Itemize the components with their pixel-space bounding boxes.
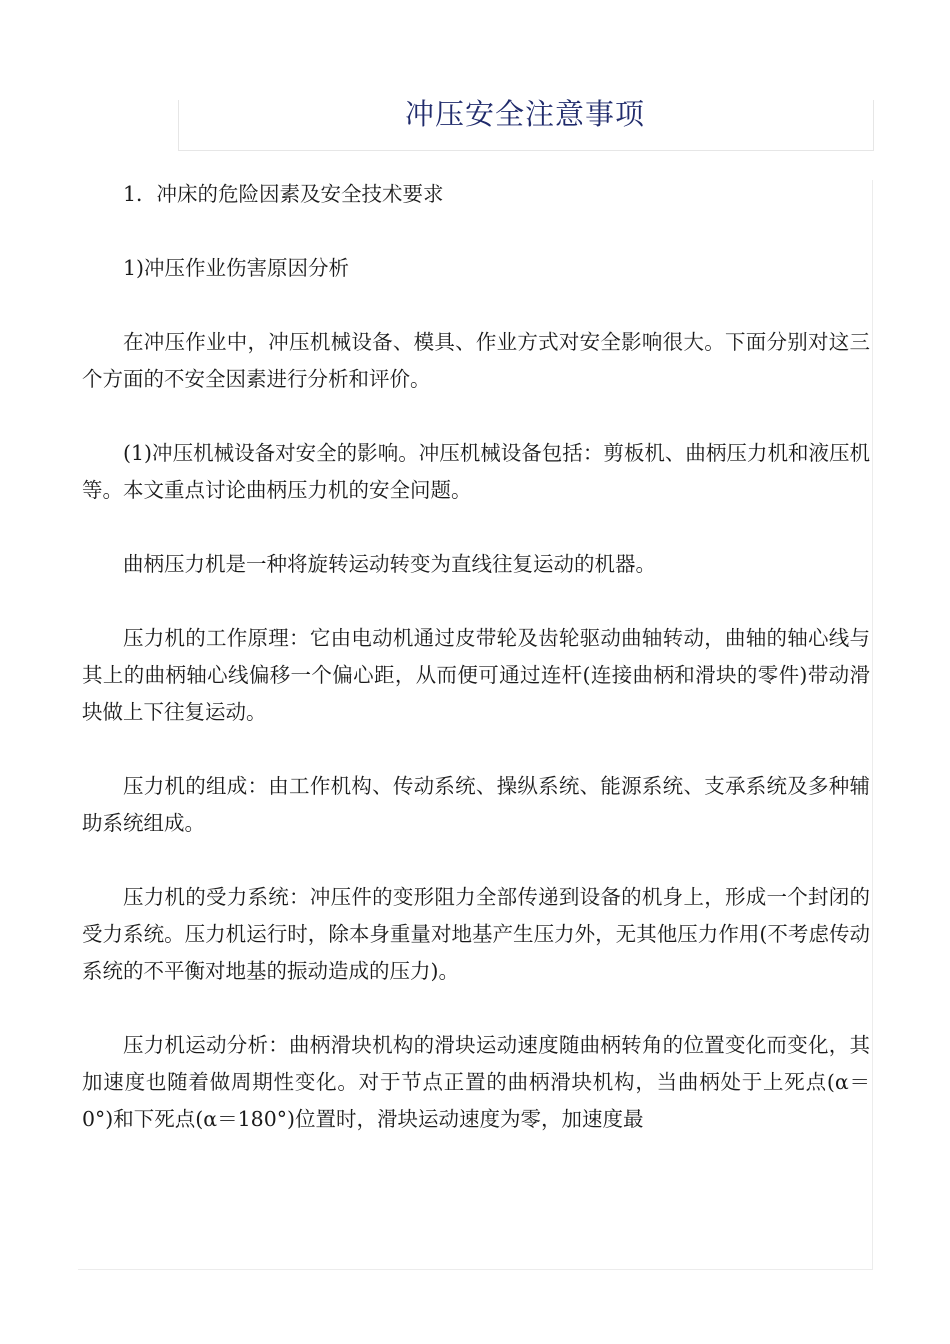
section-heading: 1．冲床的危险因素及安全技术要求 [123, 182, 444, 206]
body-paragraph: 在冲压作业中，冲压机械设备、模具、作业方式对安全影响很大。下面分别对这三个方面的不安全因素进行分析和评价。 [82, 330, 870, 391]
body-paragraph: 压力机的组成：由工作机构、传动系统、操纵系统、能源系统、支承系统及多种辅助系统组成。 [82, 774, 870, 835]
body-paragraph: 压力机的工作原理：它由电动机通过皮带轮及齿轮驱动曲轴转动，曲轴的轴心线与其上的曲柄轴心线偏移一个偏心距，从而便可通过连杆(连接曲柄和滑块的零件)带动滑块做上下往复运动。 [82, 626, 870, 724]
subsection-heading: 1)冲压作业伤害原因分析 [123, 256, 350, 280]
document-body [82, 176, 870, 1175]
document-title: 冲压安全注意事项 [404, 97, 645, 131]
body-paragraph: (1)冲压机械设备对安全的影响。冲压机械设备包括：剪板机、曲柄压力机和液压机等。本文重点讨论曲柄压力机的安全问题。 [82, 441, 870, 502]
body-paragraph: 压力机的受力系统：冲压件的变形阻力全部传递到设备的机身上，形成一个封闭的受力系统。压力机运行时，除本身重量对地基产生压力外，无其他压力作用(不考虑传动系统的不平衡对地基的振动造成的压力)。 [82, 885, 870, 983]
body-paragraph: 压力机运动分析：曲柄滑块机构的滑块运动速度随曲柄转角的位置变化而变化，其加速度也随着做周期性变化。对于节点正置的曲柄滑块机构，当曲柄处于上死点(α＝0°)和下死点(α＝180°)位置时，滑块运动速度为零，加速度最 [82, 1033, 870, 1131]
body-paragraph: 曲柄压力机是一种将旋转运动转变为直线往复运动的机器。 [123, 552, 656, 576]
